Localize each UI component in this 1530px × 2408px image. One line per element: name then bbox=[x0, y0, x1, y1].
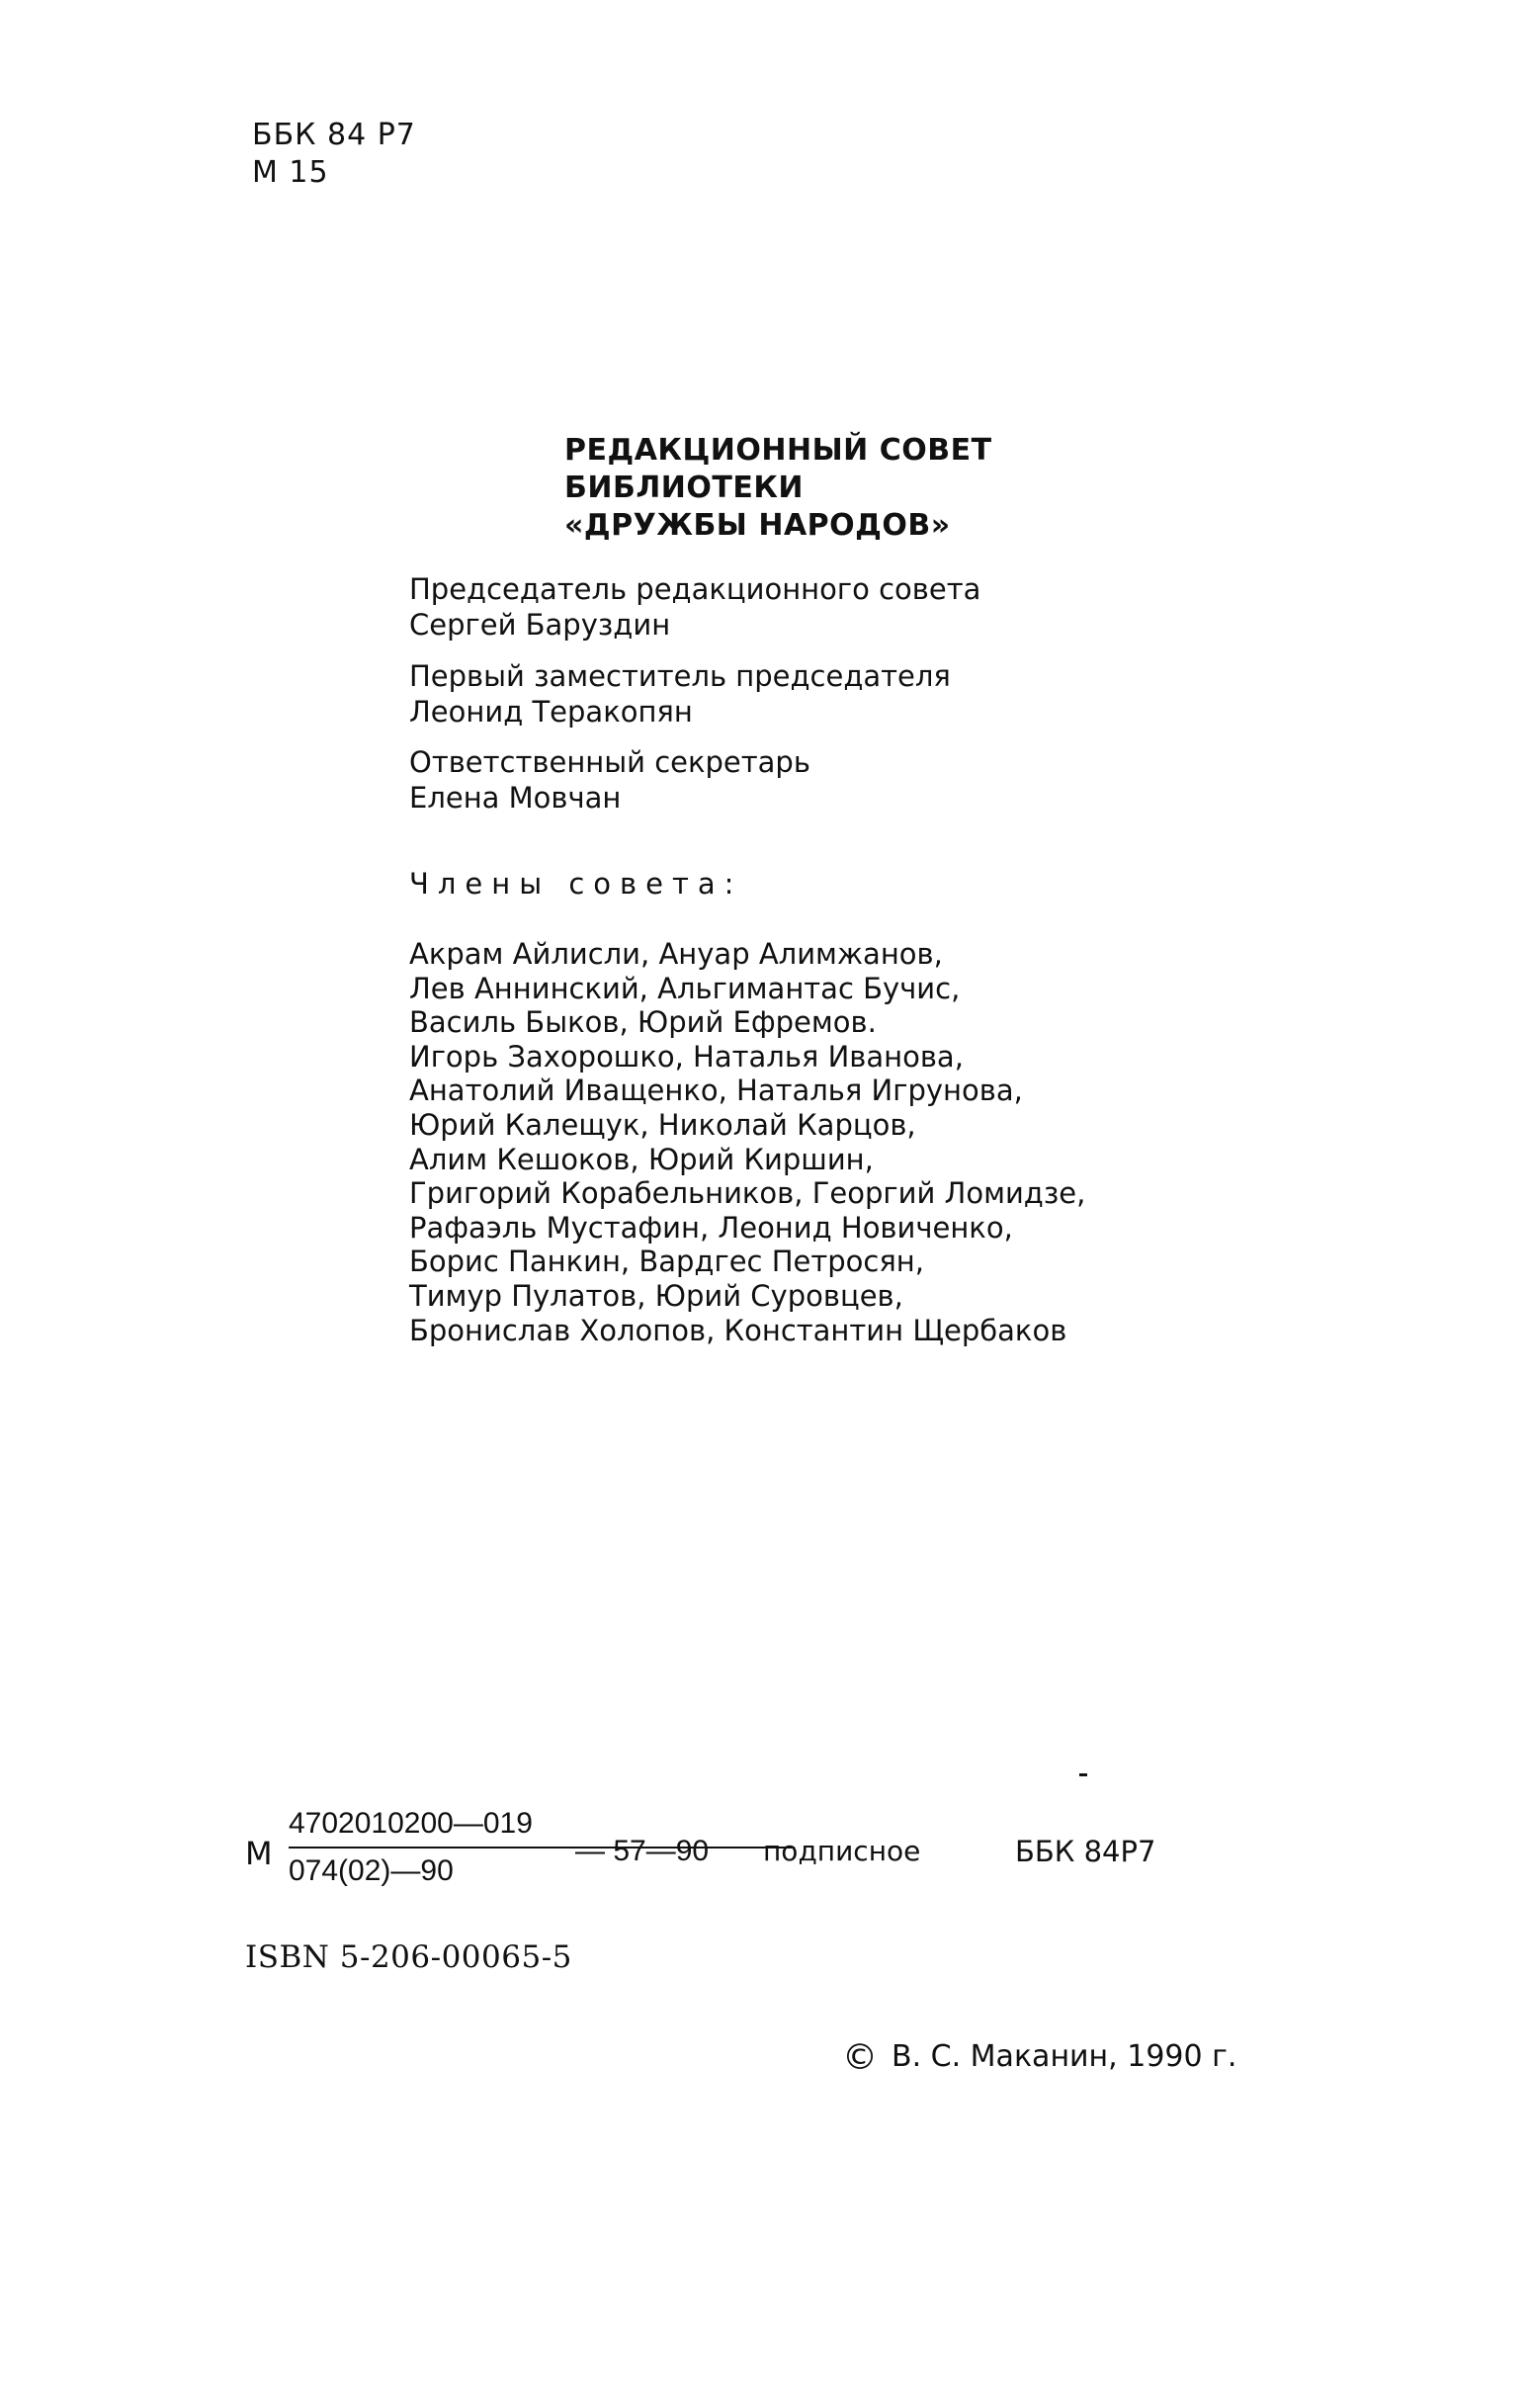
council-title-line: «ДРУЖБЫ НАРОДОВ» bbox=[564, 508, 951, 543]
members-line: Анатолий Иващенко, Наталья Игрунова, bbox=[409, 1074, 1023, 1108]
members-line: Акрам Айлисли, Ануар Алимжанов, bbox=[409, 937, 943, 971]
members-line: Юрий Калещук, Николай Карцов, bbox=[409, 1107, 916, 1142]
copyright-line bbox=[842, 2037, 1236, 2078]
role-title: Первый заместитель председателя bbox=[409, 659, 951, 693]
role-name: Сергей Баруздин bbox=[409, 608, 671, 642]
role-name: Елена Мовчан bbox=[409, 781, 622, 815]
catalog-formula bbox=[245, 1807, 1233, 1906]
members-line: Игорь Захорошко, Наталья Иванова, bbox=[409, 1039, 964, 1074]
members-line: Рафаэль Мустафин, Леонид Новиченко, bbox=[409, 1210, 1013, 1245]
author-mark: М 15 bbox=[252, 155, 329, 190]
members-list bbox=[409, 937, 1085, 1347]
members-line: Василь Быков, Юрий Ефремов. bbox=[409, 1005, 877, 1040]
catalog-denominator: 074(02)—90 bbox=[289, 1854, 454, 1887]
council-title-line: РЕДАКЦИОННЫЙ СОВЕТ bbox=[564, 433, 992, 468]
members-line: Григорий Корабельников, Георгий Ломидзе, bbox=[409, 1176, 1086, 1211]
members-line: Тимур Пулатов, Юрий Суровцев, bbox=[409, 1278, 903, 1313]
members-line: Алим Кешоков, Юрий Киршин, bbox=[409, 1142, 874, 1176]
print-mark bbox=[1079, 1773, 1087, 1776]
members-line: Бронислав Холопов, Константин Щербаков bbox=[409, 1313, 1067, 1347]
bbk-code: ББК 84 Р7 bbox=[252, 118, 416, 152]
members-line: Лев Аннинский, Альгимантас Бучис, bbox=[409, 971, 961, 1005]
council-secretary bbox=[409, 744, 810, 816]
bbk-classification bbox=[252, 117, 416, 192]
role-name: Леонид Теракопян bbox=[409, 695, 693, 729]
catalog-letter: М bbox=[245, 1835, 273, 1872]
fraction-rule bbox=[289, 1847, 795, 1849]
subscription-label: подписное bbox=[763, 1835, 921, 1867]
council-title-line: БИБЛИОТЕКИ bbox=[564, 471, 804, 505]
isbn: ISBN 5-206-00065-5 bbox=[245, 1939, 572, 1975]
catalog-numerator: 4702010200—019 bbox=[289, 1807, 533, 1840]
catalog-bbk: ББК 84Р7 bbox=[1015, 1835, 1156, 1868]
role-title: Ответственный секретарь bbox=[409, 745, 810, 779]
council-chairman bbox=[409, 571, 980, 643]
editorial-council-title bbox=[564, 432, 992, 545]
members-heading: Члены совета: bbox=[409, 867, 743, 901]
members-line: Борис Панкин, Вардгес Петросян, bbox=[409, 1245, 924, 1279]
copyright-icon: © bbox=[842, 2037, 878, 2078]
role-title: Председатель редакционного совета bbox=[409, 572, 981, 606]
catalog-code: — 57—90 bbox=[575, 1835, 710, 1867]
copyright-text: В. С. Маканин, 1990 г. bbox=[892, 2039, 1237, 2074]
council-first-deputy bbox=[409, 658, 951, 730]
